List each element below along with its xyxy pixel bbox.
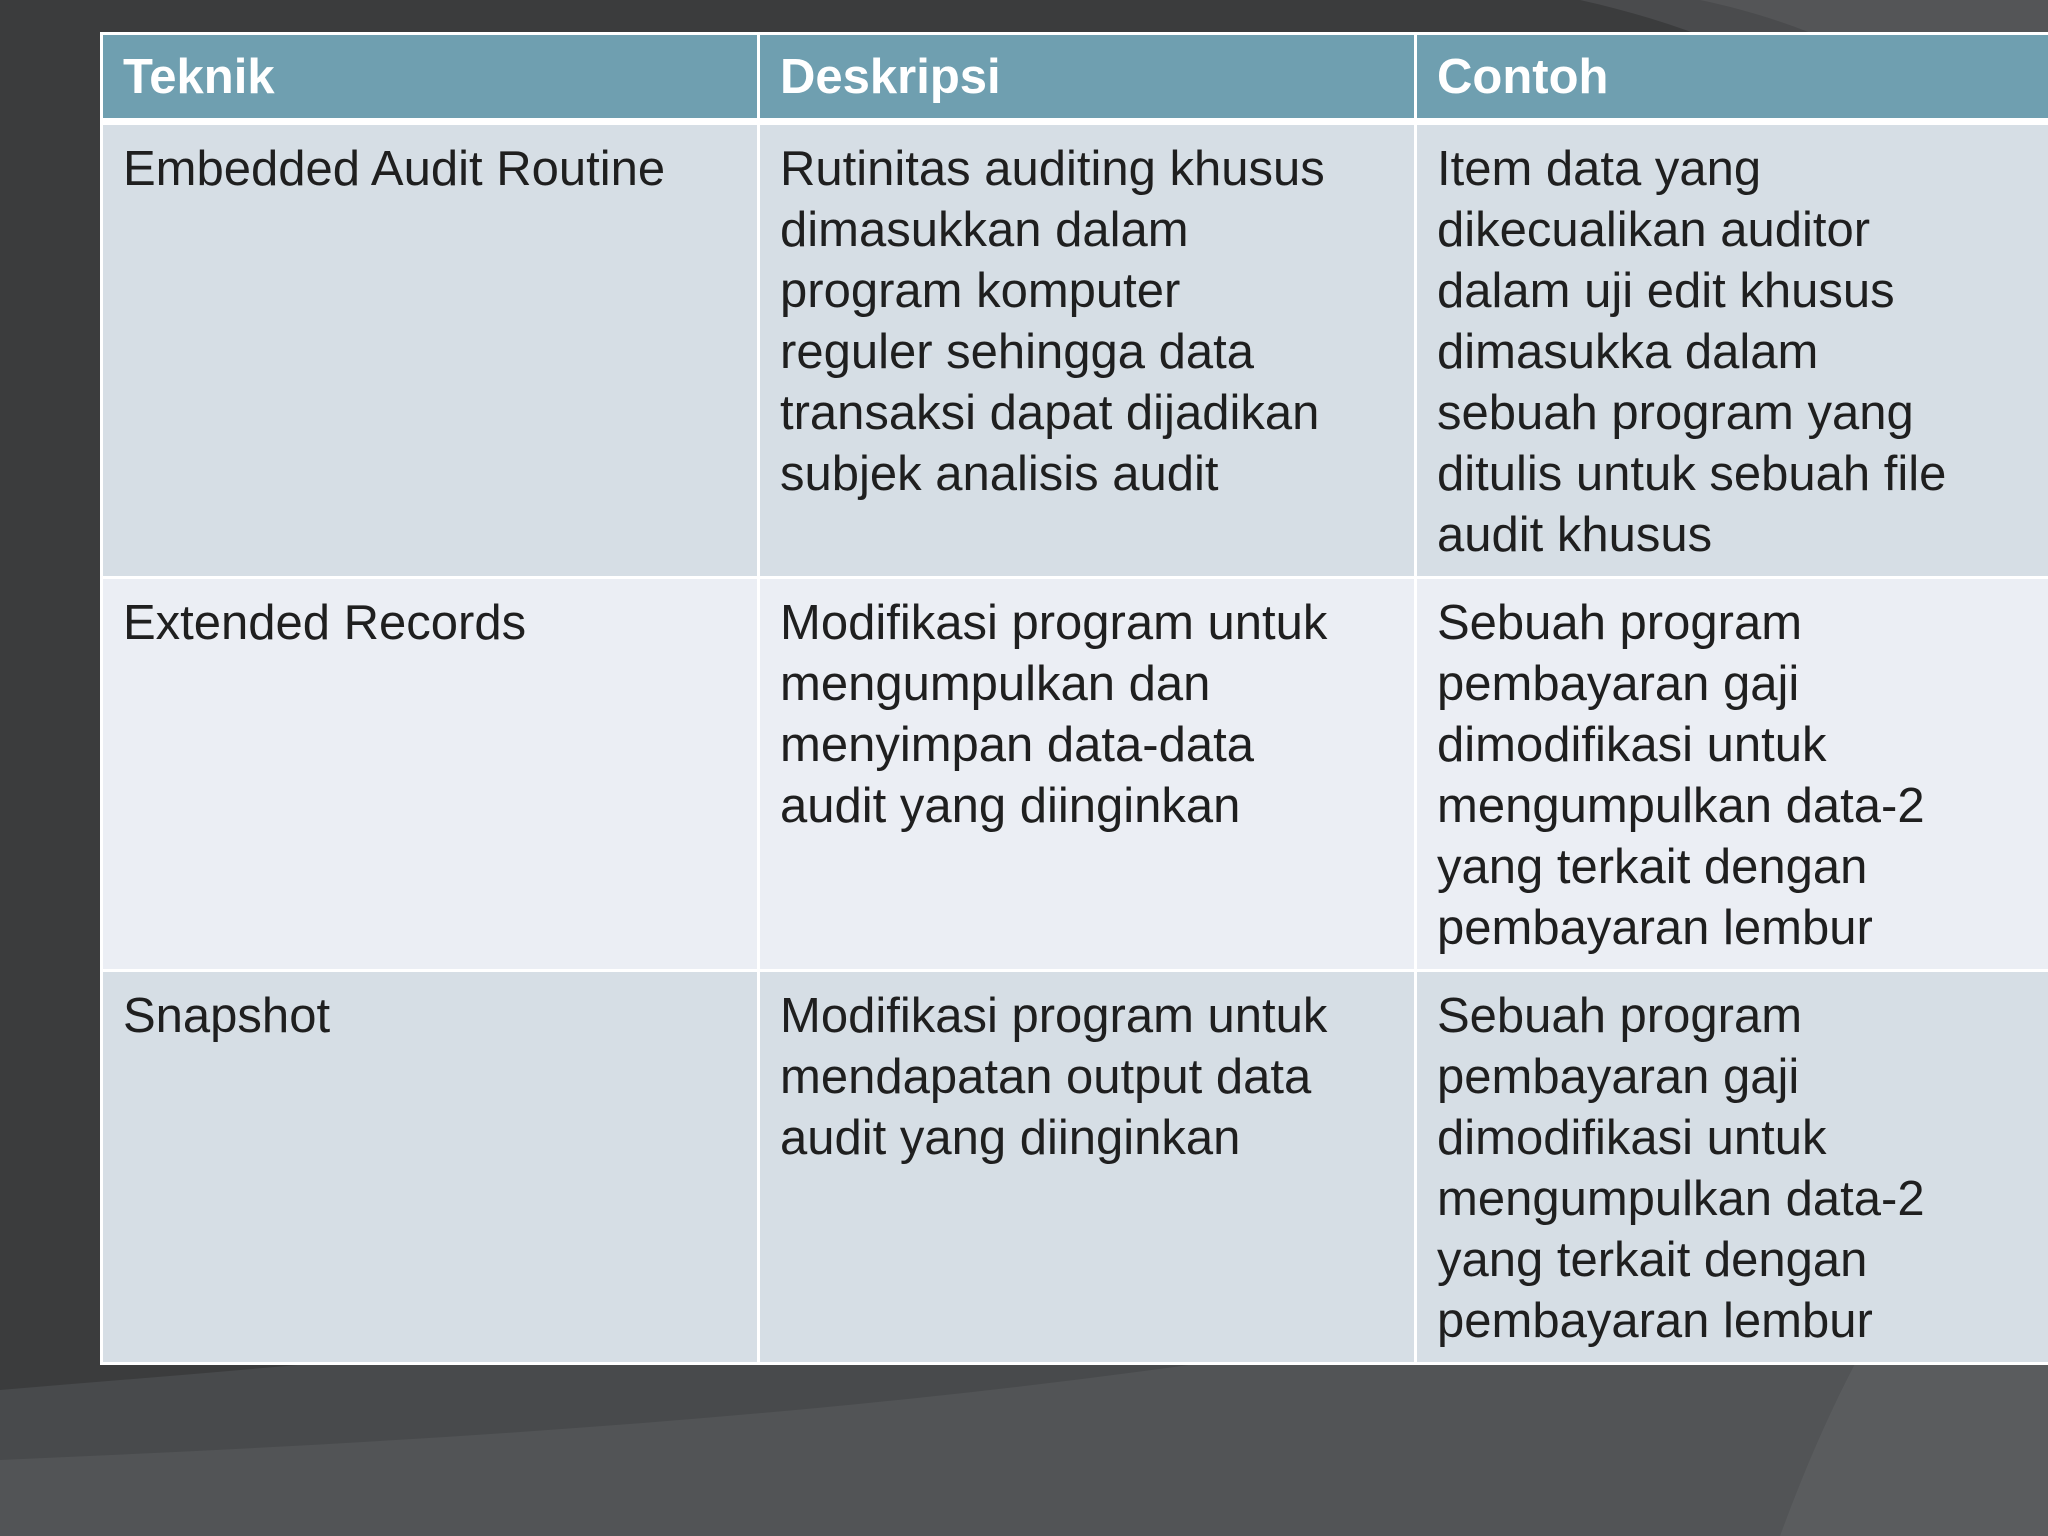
technique-table: [100, 32, 2048, 1365]
header-teknik: Teknik: [102, 34, 759, 122]
table-row: [102, 122, 2048, 578]
table-header-row: [102, 34, 2048, 122]
cell-deskripsi: Modifikasi program untuk mengumpulkan dan menyimpan data-data audit yang diinginkan: [759, 578, 1416, 971]
header-deskripsi: Deskripsi: [759, 34, 1416, 122]
cell-teknik: Snapshot: [102, 971, 759, 1364]
table-row: [102, 971, 2048, 1364]
cell-deskripsi: Modifikasi program untuk mendapatan output data audit yang diinginkan: [759, 971, 1416, 1364]
cell-teknik: Embedded Audit Routine: [102, 122, 759, 578]
table-row: [102, 578, 2048, 971]
cell-teknik: Extended Records: [102, 578, 759, 971]
cell-contoh: Item data yang dikecualikan auditor dalam uji edit khusus dimasukka dalam sebuah program yang ditulis untuk sebuah file audit khusus: [1416, 122, 2048, 578]
header-contoh: Contoh: [1416, 34, 2048, 122]
cell-deskripsi: Rutinitas auditing khusus dimasukkan dalam program komputer reguler sehingga data transaksi dapat dijadikan subjek analisis audit: [759, 122, 1416, 578]
cell-contoh: Sebuah program pembayaran gaji dimodifikasi untuk mengumpulkan data-2 yang terkait dengan pembayaran lembur: [1416, 971, 2048, 1364]
cell-contoh: Sebuah program pembayaran gaji dimodifikasi untuk mengumpulkan data-2 yang terkait dengan pembayaran lembur: [1416, 578, 2048, 971]
